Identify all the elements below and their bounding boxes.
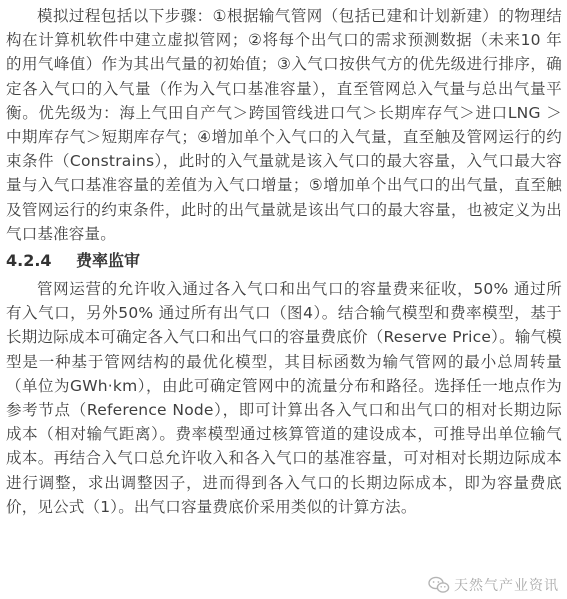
wechat-icon <box>428 576 450 594</box>
watermark <box>428 575 559 595</box>
section-title: 费率监审 <box>76 251 141 271</box>
paragraph-simulation-steps: 模拟过程包括以下步骤：①根据输气管网（包括已建和计划新建）的物理结构在计算机软件中建立虚拟管网；②将每个出气口的需求预测数据（未来10 年的用气峰值）作为其出气量的初始值；③入气口按供气方的优先级进行排序，确定各入气口的入气量（作为入气口基准容量），直至管网总入气量与总出气量平衡。优先级为：海上气田自产气＞跨国管线进口气＞长期库存气＞进口LNG ＞中期库存气＞短期库存气；④增加单个入气口的入气量，直至触及管网运行的约束条件（Constrains），此时的入气量就是该入气口的最大容量，入气口最大容量与入气口基准容量的差值为入气口增量；⑤增加单个出气口的出气量，直至触及管网运行的约束条件，此时的出气量就是该出气口的最大容量，也被定义为出气口基准容量。 <box>6 7 562 243</box>
watermark-text: 天然气产业资讯 <box>454 578 559 594</box>
paragraph-tariff-review: 管网运营的允许收入通过各入气口和出气口的容量费来征收，50% 通过所有入气口，另外50% 通过所有出气口（图4）。结合输气模型和费率模型，基于长期边际成本可确定各入气口和出气口的容量费底价（Reserve Price）。输气模型是一种基于管网结构的最优化模型，其目标函数为输气管网的最小总周转量（单位为GWh·km），由此可确定管网中的流量分布和路径。选择任一地点作为参考节点（Reference Node），即可计算出各入气口和出气口的相对长期边际成本（相对输气距离）。费率模型通过核算管道的建设成本，可推导出单位输气成本。再结合入气口总允许收入和各入气口的基准容量，可对相对长期边际成本进行调整，求出调整因子，进而得到各入气口的长期边际成本，即为容量费底价，见公式（1）。出气口容量费底价采用类似的计算方法。 <box>6 280 562 516</box>
article-body <box>6 4 562 519</box>
section-number: 4.2.4 <box>6 251 52 271</box>
section-heading <box>6 249 562 273</box>
